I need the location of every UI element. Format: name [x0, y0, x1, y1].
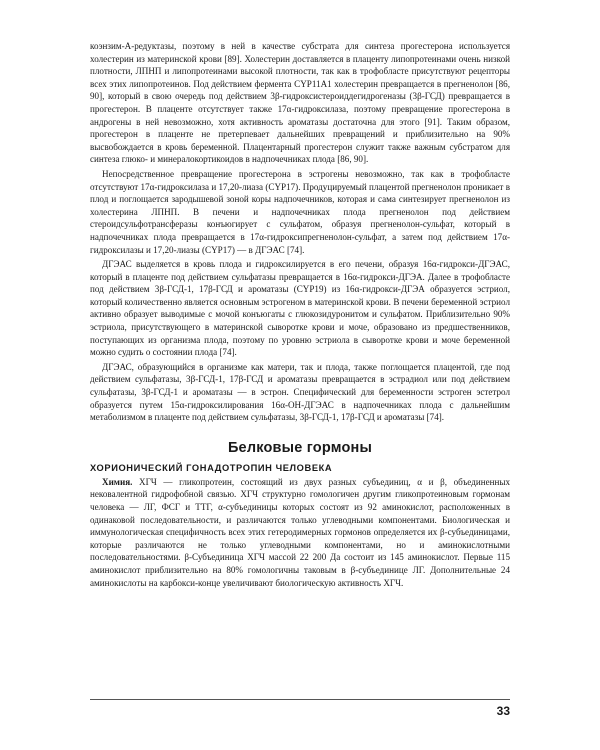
- footer-rule: [90, 699, 510, 700]
- page-number: 33: [496, 704, 510, 718]
- chemistry-text: ХГЧ — гликопротеин, состоящий из двух разных субъединиц, α и β, объединенных нековалентной гидрофобной связью. ХГЧ структурно гомологичен другим гликопротеиновым гормонам человека — ЛГ, ФСГ и ТТГ, α-субъединицы которых состоят из 92 аминокислот, расположенных в одинаковой последовательности, и различаются только углеводными компонентами. Биологическая и иммунологическая специфичность всех этих гетеродимерных гормонов определяется их β-субъединицами, которые различаются не только углеводными компонентами, но и аминокислотными последовательностями. β-Субъединица ХГЧ массой 22 200 Да состоит из 145 аминокислот. Первые 115 аминокислот приблизительно на 80% гомологичны таковым в β-субъединице ЛГ. Дополнительные 24 аминокислоты на карбокси-конце увеличивают биологическую активность ХГЧ.: [90, 476, 510, 588]
- paragraph-3: ДГЭАС выделяется в кровь плода и гидроксилируется в его печени, образуя 16α-гидрокси-ДГЭАС, который в плаценте под действием сульфатазы превращается в 16α-гидрокси-ДГЭА. Далее в трофобласте под действием 3β-ГСД-1, 17β-ГСД и ароматазы (CYP19) из 16α-гидрокси-ДГЭА образуется эстриол, который количественно является основным эстрогеном в материнской крови. В печени беременной эстриол активно образует выводимые с мочой конъюгаты с глюкозидуронитом и сульфатом. Приблизительно 90% эстриола, присутствующего в материнской сыворотке крови и моче, образовано из предшественников, поступающих из организма плода, поэтому по уровню эстриола в сыворотке крови и моче беременной можно судить о состоянии плода [74].: [90, 259, 510, 358]
- paragraph-1: коэнзим-А-редуктазы, поэтому в ней в качестве субстрата для синтеза прогестерона используется холестерин из материнской крови [89]. Холестерин доставляется в плаценту липопротеинами очень низкой плотности, ЛПНП и липопротеинами высокой плотности, так как в трофобласте присутствуют рецепторы всех этих липопротеинов. Под действием фермента CYP11A1 холестерин превращается в прегненолон [86, 90], который в свою очередь под действием 3β-гидроксистероиддегидрогеназы (3β-ГСД) превращается в прогестерон. В плаценте отсутствует также 17α-гидроксилаза, поэтому превращение прогестерона в андрогены в ней невозможно, хотя активность ароматазы достаточна для этого [91]. Таким образом, прогестерон в плаценте не претерпевает дальнейших превращений и приблизительно на 90% высвобождается в кровь беременной. Плацентарный прогестерон служит также важным субстратом для синтеза глюко- и минералокортикоидов в надпочечниках плода [86, 90].: [90, 41, 510, 165]
- paragraph-4: ДГЭАС, образующийся в организме как матери, так и плода, также поглощается плацентой, где под действием сульфатазы, 3β-ГСД-1, 17β-ГСД и ароматазы превращается в эстрадиол или под действием сульфатазы, 3β-ГСД-1 и ароматазы — в эстрон. Специфический для беременности эстроген эстетрол образуется путем 15α-гидроксилирования 16α-ОН-ДГЭАС в надпочечниках плода с дальнейшим метаболизмом в плаценте под действием сульфатазы, 3β-ГСД-1, 17β-ГСД и ароматазы [74].: [90, 361, 510, 423]
- subheading: ХОРИОНИЧЕСКИЙ ГОНАДОТРОПИН ЧЕЛОВЕКА: [90, 462, 333, 473]
- paragraph-2: Непосредственное превращение прогестерона в эстрогены невозможно, так как в трофобласте отсутствуют 17α-гидроксилаза и 17,20-лиаза (CYP17). Продуцируемый плацентой прегненолон проникает в плод и поглощается зародышевой зоной коры надпочечников, которая и сама синтезирует прегненолон из холестерина ЛПНП. В печени и надпочечниках плода прегненолон под действием стероидсульфотрансферазы конъюгирует с сульфатом, образуя прегненолон-сульфат, который в надпочечниках плода превращается в 17α-гидроксипрегненолон-сульфат, а затем под действием 17α-гидроксилазы и 17,20-лиазы (CYP17) — в ДГЭАС [74].: [90, 168, 510, 255]
- lead-term: Химия.: [102, 476, 133, 487]
- text-column: [90, 40, 510, 589]
- chemistry-paragraph: [90, 476, 510, 589]
- section-title: Белковые гормоны: [227, 439, 373, 456]
